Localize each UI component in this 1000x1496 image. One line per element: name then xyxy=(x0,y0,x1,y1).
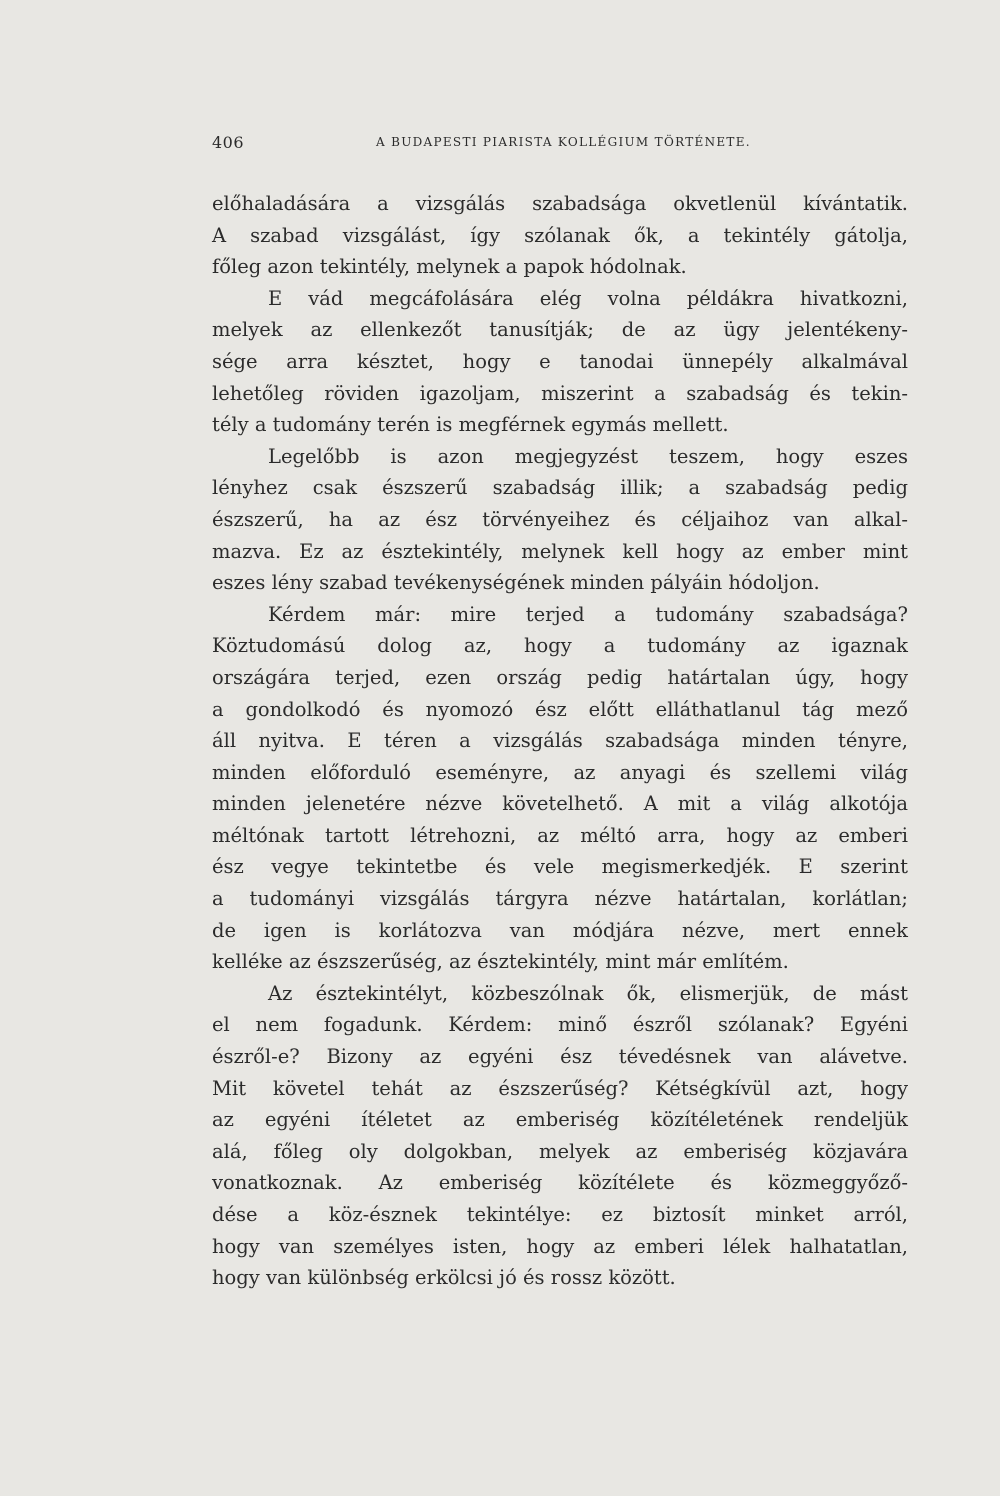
text-line: Legelőbb is azon megjegyzést teszem, hogy eszes xyxy=(268,444,908,468)
text-line: alá, főleg oly dolgokban, melyek az emberiség közjavára xyxy=(212,1139,908,1163)
text-line: Kérdem már: mire terjed a tudomány szabadsága? xyxy=(268,602,908,626)
text-line: országára terjed, ezen ország pedig határtalan úgy, hogy xyxy=(212,665,908,689)
text-line: hogy van különbség erkölcsi jó és rossz között. xyxy=(212,1266,676,1290)
text-line: lényhez csak észszerű szabadság illik; a szabadság pedig xyxy=(212,476,908,500)
text-line: el nem fogadunk. Kérdem: minő észről szólanak? Egyéni xyxy=(212,1013,908,1037)
text-line: kelléke az észszerűség, az észtekintély, mint már említém. xyxy=(212,950,789,974)
page-header xyxy=(212,133,908,155)
text-line: áll nyitva. E téren a vizsgálás szabadsága minden tényre, xyxy=(212,729,908,753)
running-title: A BUDAPESTI PIARISTA KOLLÉGIUM TÖRTÉNETE. xyxy=(376,135,751,149)
text-line: sége arra késztet, hogy e tanodai ünnepély alkalmával xyxy=(212,349,908,373)
body-text xyxy=(212,188,908,1294)
text-line: E vád megcáfolására elég volna példákra hivatkozni, xyxy=(268,286,908,310)
text-line: minden előforduló eseményre, az anyagi és szellemi világ xyxy=(212,760,908,784)
text-line: észszerű, ha az ész törvényeihez és céljaihoz van alkal- xyxy=(212,507,908,531)
text-line: eszes lény szabad tevékenységének minden pályáin hódoljon. xyxy=(212,571,820,595)
text-line: vonatkoznak. Az emberiség közítélete és közmeggyőző- xyxy=(212,1171,908,1195)
text-line: lehetőleg röviden igazoljam, miszerint a szabadság és tekin- xyxy=(212,381,908,405)
text-line: a gondolkodó és nyomozó ész előtt elláthatlanul tág mező xyxy=(212,697,908,721)
text-line: méltónak tartott létrehozni, az méltó arra, hogy az emberi xyxy=(212,823,908,847)
text-line: minden jelenetére nézve követelhető. A mit a világ alkotója xyxy=(212,792,908,816)
text-line: Köztudomású dolog az, hogy a tudomány az igaznak xyxy=(212,634,908,658)
text-line: A szabad vizsgálást, így szólanak ők, a tekintély gátolja, xyxy=(212,223,908,247)
text-line: az egyéni ítéletet az emberiség közítéletének rendeljük xyxy=(212,1108,908,1132)
text-line: melyek az ellenkezőt tanusítják; de az ügy jelentékeny- xyxy=(212,318,908,342)
text-line: Mit követel tehát az észszerűség? Kétségkívül azt, hogy xyxy=(212,1076,908,1100)
text-line: tély a tudomány terén is megférnek egymás mellett. xyxy=(212,413,729,437)
page-number: 406 xyxy=(212,133,245,152)
text-line: hogy van személyes isten, hogy az emberi lélek halhatatlan, xyxy=(212,1234,908,1258)
text-line: ész vegye tekintetbe és vele megismerkedjék. E szerint xyxy=(212,855,908,879)
text-line: főleg azon tekintély, melynek a papok hódolnak. xyxy=(212,255,687,279)
text-line: de igen is korlátozva van módjára nézve, mert ennek xyxy=(212,918,908,942)
text-line: a tudományi vizsgálás tárgyra nézve határtalan, korlátlan; xyxy=(212,887,908,911)
text-line: dése a köz-észnek tekintélye: ez biztosít minket arról, xyxy=(212,1203,908,1226)
text-line: előhaladására a vizsgálás szabadsága okvetlenül kívántatik. xyxy=(212,192,908,215)
text-line: Az észtekintélyt, közbeszólnak ők, elismerjük, de mást xyxy=(268,981,908,1005)
text-line: mazva. Ez az észtekintély, melynek kell hogy az ember mint xyxy=(212,539,908,563)
text-line: észről-e? Bizony az egyéni ész tévedésnek van alávetve. xyxy=(212,1045,908,1069)
